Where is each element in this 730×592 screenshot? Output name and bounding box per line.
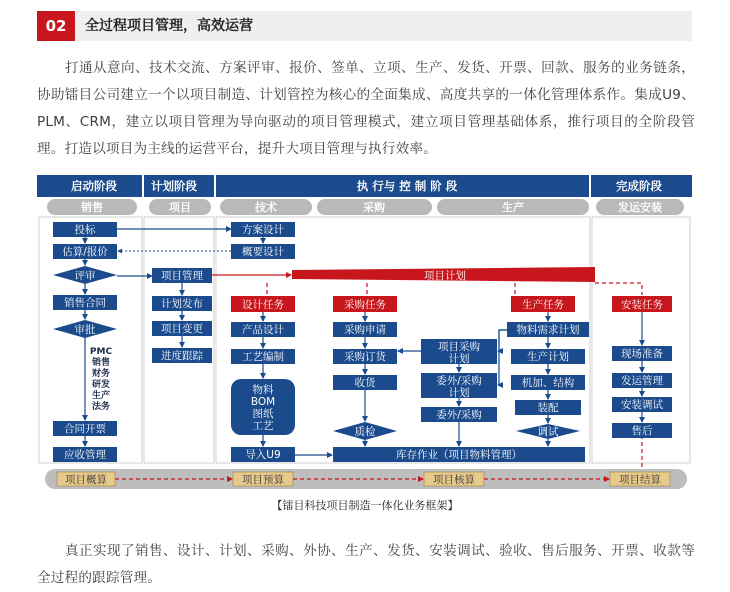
dept-tech: 技术: [255, 201, 277, 214]
node-receive: 收货: [354, 377, 376, 389]
node-bom-drawing: 图纸: [252, 408, 274, 420]
phase-start: 启动阶段: [71, 179, 117, 193]
node-receivable: 应收管理: [64, 449, 106, 461]
node-purchase-order: 采购订货: [344, 351, 386, 363]
node-bom-material: 物料: [252, 384, 274, 396]
phase-complete: 完成阶段: [616, 179, 662, 193]
node-production-plan: 生产计划: [527, 351, 569, 363]
section-number: 02: [37, 11, 75, 41]
role-pmc: PMC: [89, 347, 113, 357]
node-install-task: 安装任务: [621, 299, 663, 311]
node-invoice: 合同开票: [64, 423, 106, 435]
node-outsource: 委外/采购: [436, 409, 482, 421]
node-contract: 销售合同: [64, 297, 106, 309]
dept-install: 发运安装: [618, 201, 662, 214]
node-purchase-task: 采购任务: [344, 299, 386, 311]
figure-caption: 【镭目科技项目制造一体化业务框架】: [271, 499, 459, 512]
node-qc: 质检: [354, 426, 376, 438]
node-project-purchase-plan-1: 项目采购: [438, 341, 480, 353]
node-approve: 审批: [74, 324, 96, 336]
node-import-u9: 导入U9: [245, 449, 281, 461]
node-outline-design: 概要设计: [242, 246, 284, 258]
node-mrp: 物料需求计划: [516, 324, 580, 336]
project-plan-label: 项目计划: [424, 270, 466, 282]
role-sales: 销售: [91, 358, 111, 368]
node-process-compile: 工艺编制: [242, 351, 284, 363]
cost-accounting: 项目核算: [433, 474, 475, 486]
node-solution-design: 方案设计: [242, 224, 284, 236]
node-project-purchase-plan-2: 计划: [448, 353, 470, 365]
dept-purchase: 采购: [363, 201, 385, 214]
role-production: 生产: [91, 391, 111, 401]
closing-paragraph: 真正实现了销售、设计、计划、采购、外协、生产、发货、安装调试、验收、售后服务、开票、收款等全过程的跟踪管理。: [37, 543, 695, 586]
role-finance: 财务: [91, 369, 111, 379]
section-title: 全过程项目管理，高效运营: [85, 18, 253, 34]
node-commissioning: 安装调试: [621, 399, 663, 411]
phase-execute: 执 行与 控 制 阶 段: [356, 179, 458, 193]
node-plan-publish: 计划发布: [161, 298, 203, 310]
node-assembly: 装配: [537, 402, 559, 414]
node-shipping: 发运管理: [621, 375, 663, 387]
node-machining: 机加、结构: [521, 377, 575, 389]
node-debug: 调试: [537, 426, 559, 438]
node-review: 评审: [74, 270, 96, 282]
node-production-task: 生产任务: [522, 299, 564, 311]
node-after-sales: 售后: [631, 425, 653, 437]
business-framework-diagram: [37, 175, 692, 497]
node-project-change: 项目变更: [161, 323, 203, 335]
phase-plan: 计划阶段: [151, 179, 197, 193]
inventory-label: 库存作业（项目物料管理）: [396, 449, 522, 461]
dept-production: 生产: [502, 201, 524, 214]
node-progress-track: 进度跟踪: [161, 350, 203, 362]
node-design-task: 设计任务: [242, 299, 284, 311]
section-header: [37, 11, 692, 41]
node-outsource-plan-1: 委外/采购: [436, 375, 482, 387]
node-outsource-plan-2: 计划: [448, 387, 470, 399]
node-bid: 投标: [74, 224, 96, 236]
node-site-prepare: 现场准备: [621, 348, 663, 360]
cost-settlement: 项目结算: [619, 474, 661, 486]
node-bom-bom: BOM: [250, 396, 276, 408]
role-legal: 法务: [91, 402, 111, 412]
dept-project: 项目: [169, 201, 191, 214]
role-rnd: 研发: [91, 380, 111, 390]
node-bom-process: 工艺: [252, 420, 274, 432]
node-purchase-request: 采购申请: [344, 324, 386, 336]
cost-estimate: 项目概算: [65, 474, 107, 486]
node-product-design: 产品设计: [242, 324, 284, 336]
node-project-manage: 项目管理: [161, 270, 203, 282]
cost-budget: 项目预算: [242, 474, 284, 486]
intro-paragraph: 打通从意向、技术交流、方案评审、报价、签单、立项、生产、发货、开票、回款、服务的业务链条，协助镭目公司建立一个以项目制造、计划管控为核心的全面集成、高度共享的一体化管理体系作。集成U9、PLM、CRM，建立以项目管理为导向驱动的项目管理模式，建立项目管理基础体系，推行项目的全阶段管理。打造以项目为主线的运营平台，提升大项目管理与执行效率。: [37, 60, 695, 157]
dept-sales: 销售: [81, 201, 103, 214]
node-estimate: 估算/报价: [62, 246, 108, 258]
